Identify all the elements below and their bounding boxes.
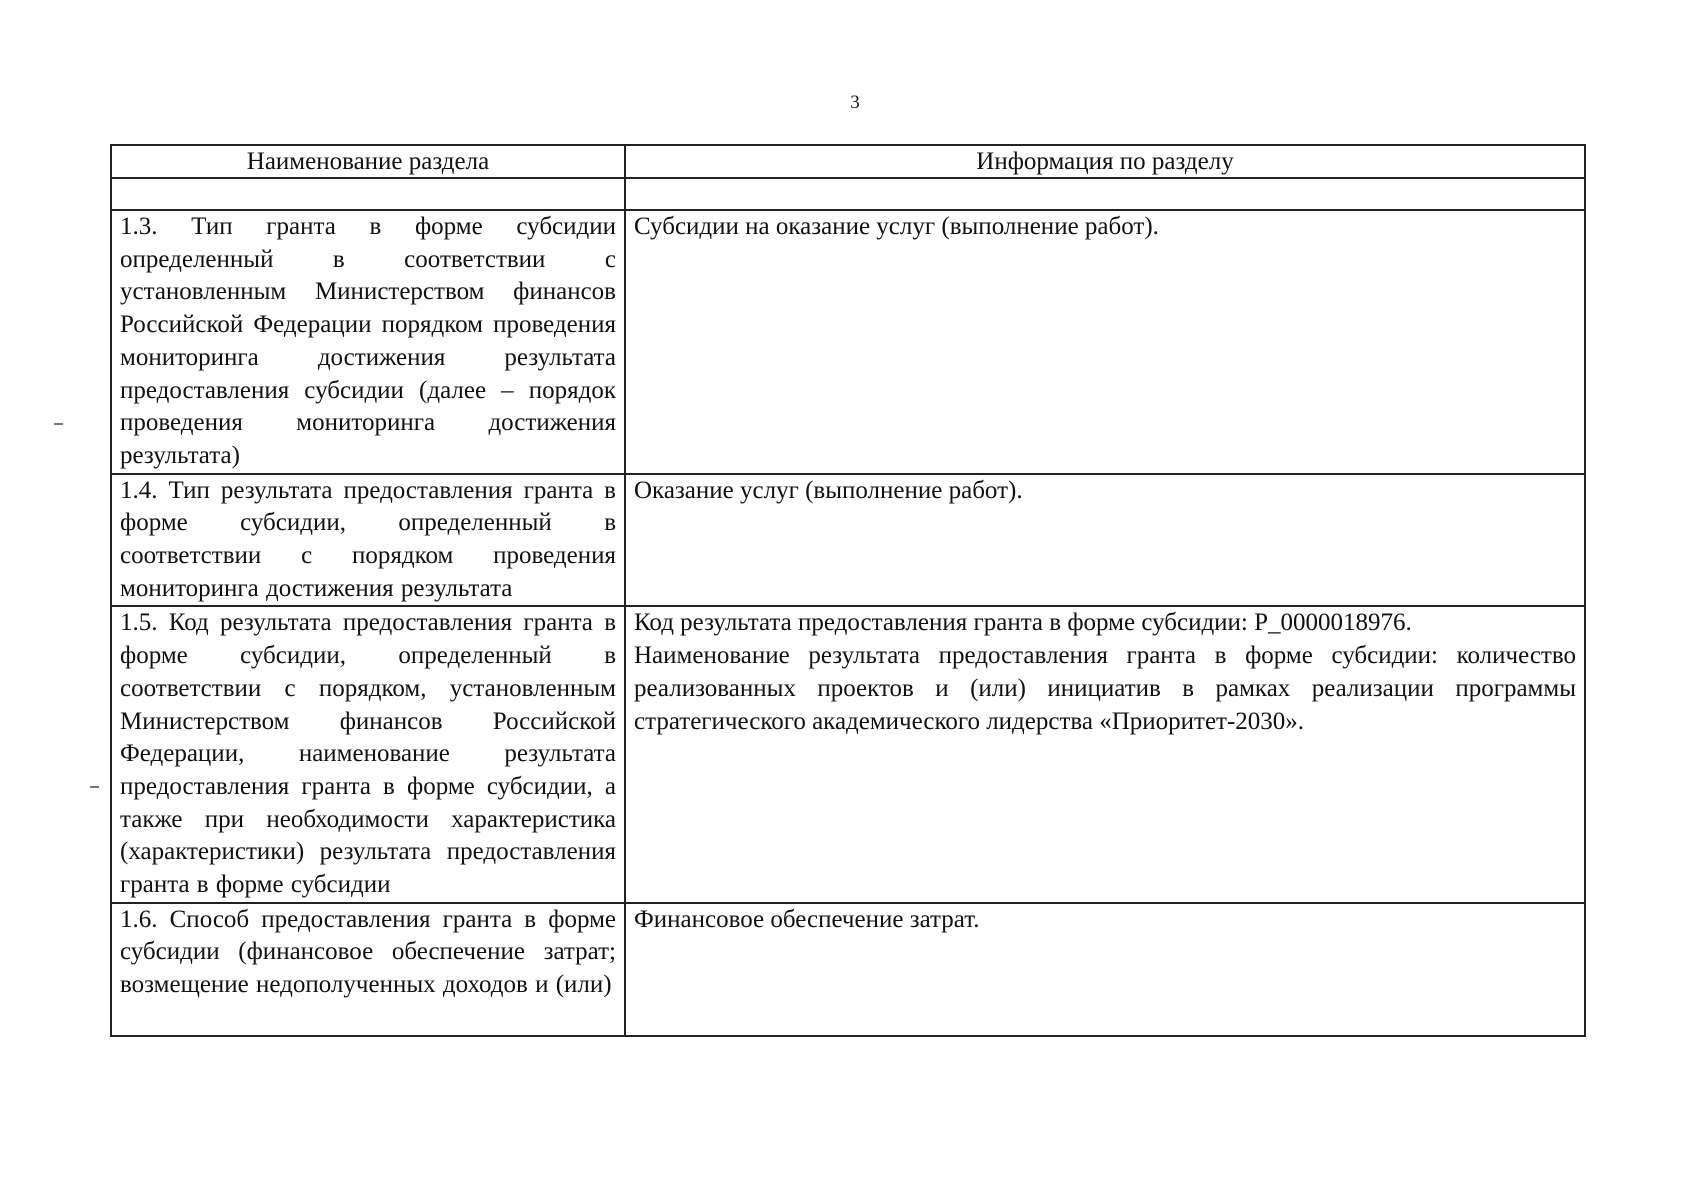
header-section-name: Наименование раздела [111, 145, 625, 178]
section-label-1-5: 1.5. Код результата предоставления гранта в форме субсидии, определенный в соответствии с порядком, установленным Министерством финансов Российской Федерации, наименование результата предоставления гранта в форме субсидии, а также при необходимости характеристика (характеристики) результата предоставления гранта в форме субсидии [111, 606, 625, 902]
section-info-1-5 [625, 606, 1585, 902]
section-label-1-4: 1.4. Тип результата предоставления гранта в форме субсидии, определенный в соответствии с порядком проведения мониторинга достижения результата [111, 474, 625, 607]
section-info-table [110, 144, 1586, 1037]
empty-cell [111, 178, 625, 210]
section-label-1-3: 1.3. Тип гранта в форме субсидии определенный в соответствии с установленным Министерством финансов Российской Федерации порядком проведения мониторинга достижения результата предоставления субсидии (далее – порядок проведения мониторинга достижения результата) [111, 210, 625, 474]
empty-cell [625, 178, 1585, 210]
truncated-label-text: 1.6. Способ предоставления гранта в форме субсидии (финансовое обеспечение затрат; возмещение недополученных доходов и (или) [120, 905, 616, 999]
info-paragraph: Финансовое обеспечение затрат. [634, 905, 980, 933]
info-paragraph: Субсидии на оказание услуг (выполнение работ). [634, 213, 1159, 240]
table-row [111, 903, 1585, 1036]
section-info-1-3 [625, 210, 1585, 474]
table-row [111, 210, 1585, 474]
scan-mark [90, 786, 99, 788]
scan-mark [54, 423, 63, 425]
table-row [111, 474, 1585, 607]
table-header-row [111, 145, 1585, 178]
empty-row [111, 178, 1585, 210]
info-paragraph: Оказание услуг (выполнение работ). [634, 476, 1023, 504]
info-paragraph: Код результата предоставления гранта в форме субсидии: P_0000018976. [634, 609, 1412, 637]
info-paragraph: Наименование результата предоставления гранта в форме субсидии: количество реализованных проектов и (или) инициатив в рамках реализации программы стратегического академического лидерства «Приоритет-2030». [634, 642, 1576, 735]
section-info-1-4 [625, 474, 1585, 607]
section-label-1-6 [111, 903, 625, 1036]
table-row [111, 606, 1585, 902]
section-info-1-6 [625, 903, 1585, 1036]
header-section-info: Информация по разделу [625, 145, 1585, 178]
page-number: 3 [850, 92, 860, 113]
